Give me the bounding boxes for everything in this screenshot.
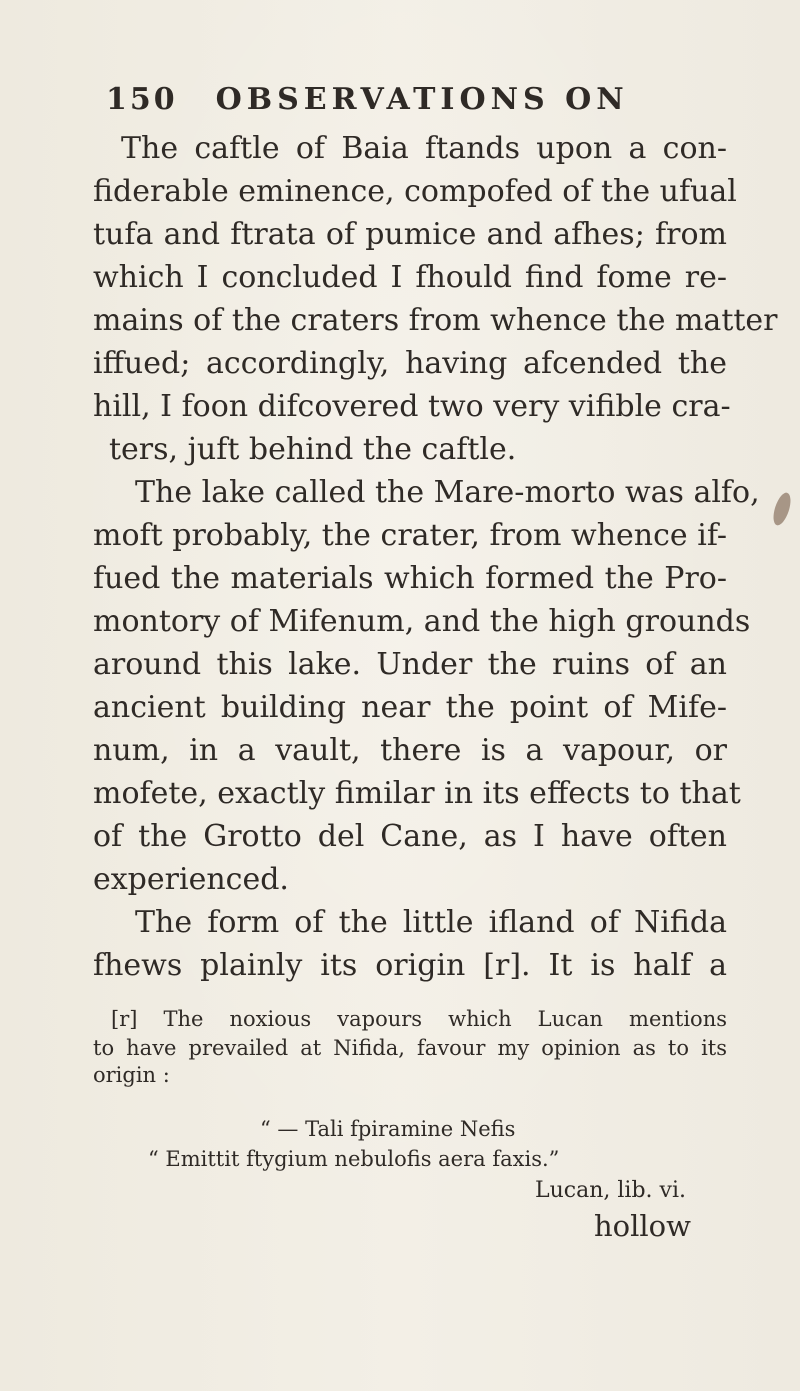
text-line: The form of the little ifland of Nifida	[135, 905, 727, 940]
footnote-citation: Lucan, lib. vi.	[535, 1178, 686, 1203]
text-line: tufa and ftrata of pumice and afhes; from	[93, 217, 727, 252]
footnote-line: [r] The noxious vapours which Lucan mentions	[111, 1007, 727, 1031]
footnote-line: to have prevailed at Nifida, favour my opinion as to its	[93, 1036, 727, 1060]
text-line: mains of the craters from whence the matter	[93, 303, 778, 338]
text-line: which I concluded I fhould find fome re-	[93, 260, 727, 295]
text-line: around this lake. Under the ruins of an	[93, 647, 727, 682]
text-line: The lake called the Mare-morto was alfo,	[135, 475, 760, 510]
footnote-line: origin :	[93, 1063, 170, 1087]
text-line: fiderable eminence, compofed of the ufual	[93, 174, 737, 209]
footnote-quote-line: “ Emittit ftygium nebulofis aera faxis.”	[148, 1147, 560, 1171]
text-line: moft probably, the crater, from whence if-	[93, 518, 727, 553]
text-line: ters, juft behind the caftle.	[109, 432, 517, 467]
page-number: 150	[106, 82, 178, 117]
text-line: mofete, exactly fimilar in its effects to that	[93, 776, 741, 811]
footnote-quote-line: “ — Tali fpiramine Nefis	[260, 1117, 516, 1141]
text-line: The caftle of Baia ftands upon a con-	[121, 131, 727, 166]
catchword: hollow	[594, 1209, 691, 1243]
text-line: ancient building near the point of Mife-	[93, 690, 727, 725]
text-line: experienced.	[93, 862, 289, 897]
text-line: hill, I foon difcovered two very vifible cra-	[93, 389, 731, 424]
text-line: iffued; accordingly, having afcended the	[93, 346, 727, 381]
text-line: fhews plainly its origin [r]. It is half a	[93, 948, 727, 983]
text-line: num, in a vault, there is a vapour, or	[93, 733, 727, 768]
text-line: of the Grotto del Cane, as I have often	[93, 819, 727, 854]
running-head: OBSERVATIONS ON	[215, 82, 629, 117]
text-line: montory of Mifenum, and the high grounds	[93, 604, 751, 639]
text-line: fued the materials which formed the Pro-	[93, 561, 727, 596]
